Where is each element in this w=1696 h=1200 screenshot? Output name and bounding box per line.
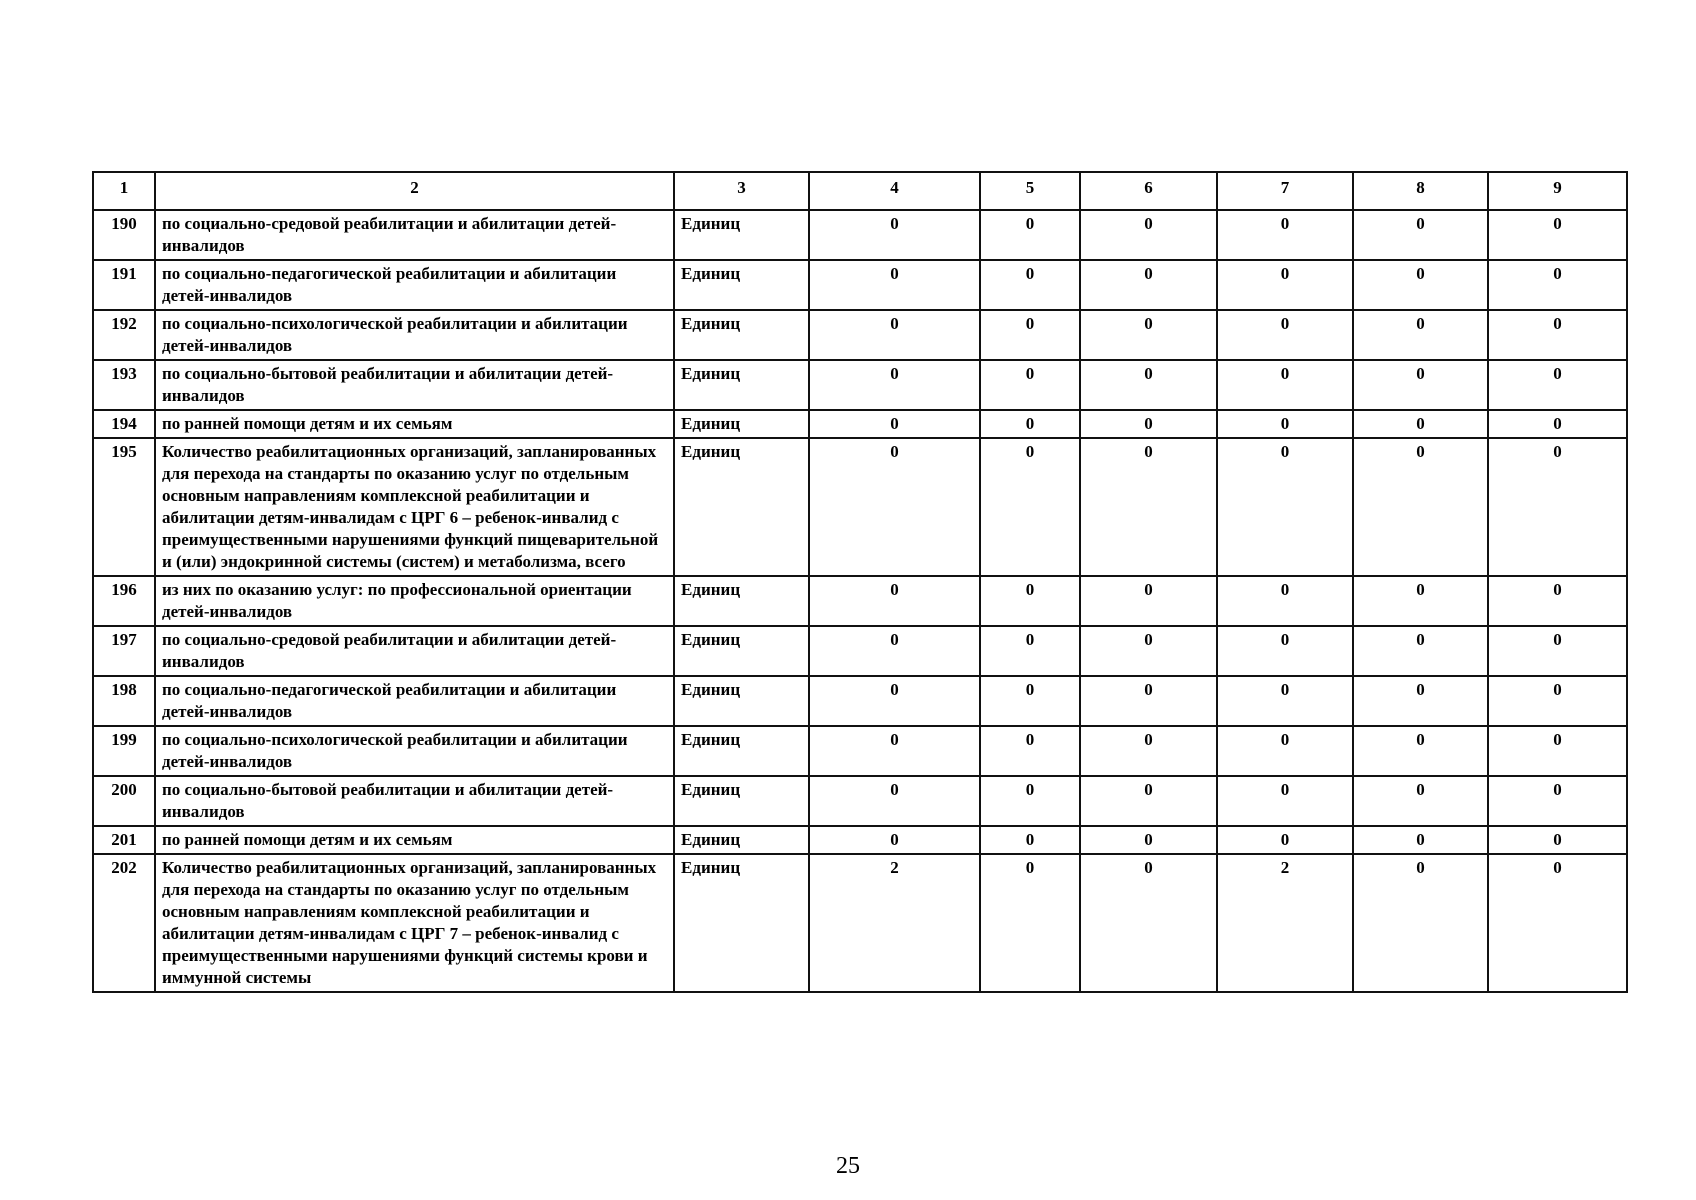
unit-cell: Единиц xyxy=(674,676,809,726)
value-cell: 0 xyxy=(1217,676,1353,726)
value-cell: 0 xyxy=(1080,210,1217,260)
value-cell: 0 xyxy=(1488,726,1627,776)
unit-cell: Единиц xyxy=(674,854,809,992)
unit-cell: Единиц xyxy=(674,360,809,410)
value-cell: 2 xyxy=(809,854,980,992)
value-cell: 0 xyxy=(1488,576,1627,626)
value-cell: 0 xyxy=(1488,854,1627,992)
indicator-name-cell: по социально-педагогической реабилитации и абилитации детей-инвалидов xyxy=(155,260,674,310)
row-number-cell: 191 xyxy=(93,260,155,310)
unit-cell: Единиц xyxy=(674,210,809,260)
unit-cell: Единиц xyxy=(674,310,809,360)
unit-cell: Единиц xyxy=(674,776,809,826)
value-cell: 0 xyxy=(1488,260,1627,310)
value-cell: 0 xyxy=(980,626,1080,676)
value-cell: 0 xyxy=(1217,360,1353,410)
indicator-name-cell: по социально-средовой реабилитации и абилитации детей-инвалидов xyxy=(155,210,674,260)
value-cell: 0 xyxy=(1080,360,1217,410)
value-cell: 0 xyxy=(1353,310,1488,360)
indicator-name-cell: из них по оказанию услуг: по профессиональной ориентации детей-инвалидов xyxy=(155,576,674,626)
column-header: 7 xyxy=(1217,172,1353,210)
value-cell: 0 xyxy=(809,726,980,776)
value-cell: 0 xyxy=(1080,726,1217,776)
row-number-cell: 198 xyxy=(93,676,155,726)
value-cell: 0 xyxy=(1488,438,1627,576)
table-row xyxy=(93,310,1627,360)
table-row xyxy=(93,676,1627,726)
row-number-cell: 193 xyxy=(93,360,155,410)
column-header: 1 xyxy=(93,172,155,210)
value-cell: 0 xyxy=(809,310,980,360)
value-cell: 0 xyxy=(1353,776,1488,826)
value-cell: 0 xyxy=(1080,576,1217,626)
row-number-cell: 199 xyxy=(93,726,155,776)
table-row xyxy=(93,576,1627,626)
value-cell: 0 xyxy=(1488,360,1627,410)
value-cell: 0 xyxy=(1353,676,1488,726)
value-cell: 0 xyxy=(1488,310,1627,360)
value-cell: 0 xyxy=(1217,626,1353,676)
row-number-cell: 201 xyxy=(93,826,155,854)
unit-cell: Единиц xyxy=(674,726,809,776)
value-cell: 0 xyxy=(1080,410,1217,438)
value-cell: 0 xyxy=(1080,438,1217,576)
unit-cell: Единиц xyxy=(674,826,809,854)
value-cell: 0 xyxy=(1353,726,1488,776)
value-cell: 0 xyxy=(809,776,980,826)
row-number-cell: 200 xyxy=(93,776,155,826)
value-cell: 0 xyxy=(1217,310,1353,360)
value-cell: 0 xyxy=(1353,438,1488,576)
column-header: 6 xyxy=(1080,172,1217,210)
value-cell: 0 xyxy=(1353,854,1488,992)
value-cell: 0 xyxy=(809,626,980,676)
value-cell: 0 xyxy=(980,676,1080,726)
unit-cell: Единиц xyxy=(674,626,809,676)
row-number-cell: 192 xyxy=(93,310,155,360)
indicator-name-cell: по социально-педагогической реабилитации и абилитации детей-инвалидов xyxy=(155,676,674,726)
column-header: 9 xyxy=(1488,172,1627,210)
row-number-cell: 190 xyxy=(93,210,155,260)
row-number-cell: 202 xyxy=(93,854,155,992)
row-number-cell: 196 xyxy=(93,576,155,626)
value-cell: 0 xyxy=(1217,260,1353,310)
value-cell: 0 xyxy=(1488,626,1627,676)
value-cell: 0 xyxy=(809,410,980,438)
table-row xyxy=(93,626,1627,676)
row-number-cell: 195 xyxy=(93,438,155,576)
value-cell: 0 xyxy=(1353,410,1488,438)
value-cell: 0 xyxy=(980,826,1080,854)
value-cell: 0 xyxy=(1080,826,1217,854)
indicator-name-cell: по социально-психологической реабилитации и абилитации детей-инвалидов xyxy=(155,726,674,776)
table-row xyxy=(93,854,1627,992)
value-cell: 0 xyxy=(1217,210,1353,260)
value-cell: 0 xyxy=(1080,626,1217,676)
value-cell: 0 xyxy=(1353,826,1488,854)
value-cell: 0 xyxy=(1353,360,1488,410)
table-row xyxy=(93,438,1627,576)
row-number-cell: 194 xyxy=(93,410,155,438)
value-cell: 0 xyxy=(809,676,980,726)
value-cell: 0 xyxy=(980,854,1080,992)
unit-cell: Единиц xyxy=(674,410,809,438)
value-cell: 0 xyxy=(1217,726,1353,776)
indicator-name-cell: Количество реабилитационных организаций, запланированных для перехода на стандарты по оказанию услуг по отдельным основным направлениям комплексной реабилитации и абилитации детям-инвалидам с ЦРГ 6 – ребенок-инвалид с преимущественными нарушениями функций пищеварительной и (или) эндокринной системы (систем) и метаболизма, всего xyxy=(155,438,674,576)
indicator-name-cell: по социально-бытовой реабилитации и абилитации детей-инвалидов xyxy=(155,360,674,410)
unit-cell: Единиц xyxy=(674,260,809,310)
column-header: 5 xyxy=(980,172,1080,210)
indicator-name-cell: по социально-средовой реабилитации и абилитации детей-инвалидов xyxy=(155,626,674,676)
value-cell: 0 xyxy=(980,210,1080,260)
value-cell: 0 xyxy=(1080,310,1217,360)
column-number-header-row xyxy=(93,172,1627,210)
value-cell: 0 xyxy=(1488,210,1627,260)
indicator-name-cell: по ранней помощи детям и их семьям xyxy=(155,826,674,854)
unit-cell: Единиц xyxy=(674,438,809,576)
value-cell: 0 xyxy=(1217,576,1353,626)
indicator-name-cell: Количество реабилитационных организаций, запланированных для перехода на стандарты по оказанию услуг по отдельным основным направлениям комплексной реабилитации и абилитации детям-инвалидам с ЦРГ 7 – ребенок-инвалид с преимущественными нарушениями функций системы крови и иммунной системы xyxy=(155,854,674,992)
value-cell: 0 xyxy=(809,438,980,576)
value-cell: 0 xyxy=(809,826,980,854)
value-cell: 0 xyxy=(1488,826,1627,854)
value-cell: 0 xyxy=(1080,260,1217,310)
value-cell: 0 xyxy=(1353,626,1488,676)
row-number-cell: 197 xyxy=(93,626,155,676)
value-cell: 0 xyxy=(809,210,980,260)
value-cell: 0 xyxy=(1217,410,1353,438)
unit-cell: Единиц xyxy=(674,576,809,626)
column-header: 8 xyxy=(1353,172,1488,210)
value-cell: 0 xyxy=(809,576,980,626)
value-cell: 0 xyxy=(1217,438,1353,576)
indicator-name-cell: по социально-психологической реабилитации и абилитации детей-инвалидов xyxy=(155,310,674,360)
table-row xyxy=(93,260,1627,310)
value-cell: 0 xyxy=(1353,576,1488,626)
value-cell: 0 xyxy=(980,726,1080,776)
indicator-name-cell: по ранней помощи детям и их семьям xyxy=(155,410,674,438)
value-cell: 0 xyxy=(1217,776,1353,826)
column-header: 2 xyxy=(155,172,674,210)
column-header: 3 xyxy=(674,172,809,210)
value-cell: 0 xyxy=(980,260,1080,310)
value-cell: 0 xyxy=(1488,410,1627,438)
value-cell: 0 xyxy=(980,310,1080,360)
value-cell: 0 xyxy=(1080,776,1217,826)
table-row xyxy=(93,360,1627,410)
table-row xyxy=(93,826,1627,854)
value-cell: 0 xyxy=(1353,260,1488,310)
value-cell: 0 xyxy=(1353,210,1488,260)
value-cell: 0 xyxy=(980,410,1080,438)
value-cell: 0 xyxy=(1080,854,1217,992)
table-row xyxy=(93,776,1627,826)
value-cell: 0 xyxy=(980,360,1080,410)
value-cell: 0 xyxy=(809,260,980,310)
value-cell: 0 xyxy=(980,776,1080,826)
table-row xyxy=(93,726,1627,776)
value-cell: 2 xyxy=(1217,854,1353,992)
value-cell: 0 xyxy=(980,438,1080,576)
value-cell: 0 xyxy=(809,360,980,410)
table-row xyxy=(93,210,1627,260)
value-cell: 0 xyxy=(1080,676,1217,726)
value-cell: 0 xyxy=(980,576,1080,626)
table-row xyxy=(93,410,1627,438)
value-cell: 0 xyxy=(1488,776,1627,826)
page-number: 25 xyxy=(836,1153,860,1179)
data-table xyxy=(92,171,1628,993)
value-cell: 0 xyxy=(1488,676,1627,726)
value-cell: 0 xyxy=(1217,826,1353,854)
indicator-name-cell: по социально-бытовой реабилитации и абилитации детей-инвалидов xyxy=(155,776,674,826)
column-header: 4 xyxy=(809,172,980,210)
